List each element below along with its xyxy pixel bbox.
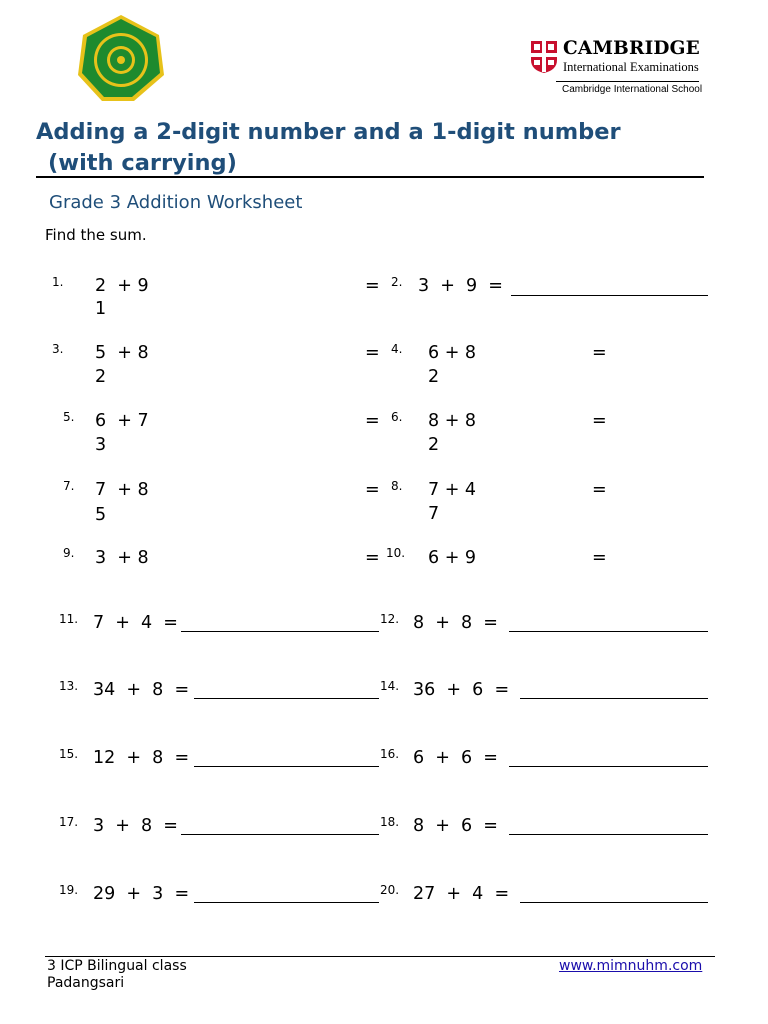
problem-15-number: 15.	[59, 747, 79, 761]
problem-10-equals: =	[592, 548, 607, 568]
page-title	[36, 117, 716, 179]
problem-6-carry: 2	[428, 435, 440, 455]
problem-17-number: 17.	[59, 815, 79, 829]
problem-9-number: 9.	[63, 546, 75, 560]
problem-18-number: 18.	[380, 815, 400, 829]
problem-7-equals: =	[365, 480, 380, 500]
problem-5-expression: 6 + 7	[95, 411, 149, 431]
cambridge-shield-icon	[530, 40, 558, 74]
problem-5-equals: =	[365, 411, 380, 431]
problem-6-number: 6.	[391, 410, 403, 424]
problem-14-expression: 36 + 6 =	[413, 680, 510, 700]
problem-4-number: 4.	[391, 342, 403, 356]
footer-location: Padangsari	[47, 975, 125, 991]
problem-19-answer-line[interactable]	[194, 902, 379, 903]
problem-15-answer-line[interactable]	[194, 766, 379, 767]
title-rule	[36, 176, 704, 178]
problem-17-expression: 3 + 8 =	[93, 816, 178, 836]
problem-12-number: 12.	[380, 612, 400, 626]
footer-rule	[45, 956, 715, 957]
problem-16-number: 16.	[380, 747, 400, 761]
problem-9-expression: 3 + 8	[95, 548, 149, 568]
problem-2-answer-line[interactable]	[511, 295, 708, 296]
footer-class-name: 3 ICP Bilingual class	[47, 958, 187, 974]
footer-website-link[interactable]: www.mimnuhm.com	[559, 958, 703, 974]
problem-4-equals: =	[592, 343, 607, 363]
problem-2-expression: 3 + 9 =	[418, 276, 503, 296]
problem-1-carry: 1	[95, 299, 107, 319]
problem-17-answer-line[interactable]	[181, 834, 379, 835]
problem-12-answer-line[interactable]	[509, 631, 708, 632]
instruction: Find the sum.	[45, 226, 147, 244]
problem-11-number: 11.	[59, 612, 79, 626]
problem-12-expression: 8 + 8 =	[413, 613, 498, 633]
problem-3-expression: 5 + 8	[95, 343, 149, 363]
problem-14-answer-line[interactable]	[520, 698, 708, 699]
problem-7-carry: 5	[95, 505, 107, 525]
problem-7-expression: 7 + 8	[95, 480, 149, 500]
problem-8-expression: 7 + 4	[428, 480, 477, 500]
problem-13-number: 13.	[59, 679, 79, 693]
cambridge-name: CAMBRIDGE	[563, 38, 700, 59]
title-line-2: (with carrying)	[48, 150, 237, 176]
problem-8-carry: 7	[428, 504, 440, 524]
problem-13-answer-line[interactable]	[194, 698, 379, 699]
problem-3-equals: =	[365, 343, 380, 363]
problem-4-carry: 2	[428, 367, 440, 387]
problem-16-answer-line[interactable]	[509, 766, 708, 767]
problem-5-carry: 3	[95, 435, 107, 455]
problem-6-expression: 8 + 8	[428, 411, 477, 431]
problem-20-expression: 27 + 4 =	[413, 884, 510, 904]
problem-8-equals: =	[592, 480, 607, 500]
problem-20-answer-line[interactable]	[520, 902, 708, 903]
cambridge-divider	[556, 81, 699, 82]
problem-9-equals: =	[365, 548, 380, 568]
problem-1-number: 1.	[52, 275, 64, 289]
problem-16-expression: 6 + 6 =	[413, 748, 498, 768]
cambridge-school: Cambridge International School	[562, 84, 703, 95]
problem-5-number: 5.	[63, 410, 75, 424]
problem-18-expression: 8 + 6 =	[413, 816, 498, 836]
problem-19-expression: 29 + 3 =	[93, 884, 190, 904]
problem-11-answer-line[interactable]	[181, 631, 379, 632]
problem-10-number: 10.	[386, 546, 406, 560]
school-logo	[74, 13, 168, 103]
problem-18-answer-line[interactable]	[509, 834, 708, 835]
problem-1-equals: =	[365, 276, 380, 296]
problem-15-expression: 12 + 8 =	[93, 748, 190, 768]
problem-11-expression: 7 + 4 =	[93, 613, 178, 633]
problem-2-number: 2.	[391, 275, 403, 289]
problem-7-number: 7.	[63, 479, 75, 493]
problem-1-expression: 2 + 9	[95, 276, 149, 296]
problem-4-expression: 6 + 8	[428, 343, 477, 363]
problem-19-number: 19.	[59, 883, 79, 897]
problem-3-number: 3.	[52, 342, 64, 356]
title-line-1: Adding a 2-digit number and a 1-digit number	[36, 119, 621, 145]
problem-13-expression: 34 + 8 =	[93, 680, 190, 700]
problem-10-expression: 6 + 9	[428, 548, 477, 568]
cambridge-subtitle: International Examinations	[563, 60, 699, 74]
cambridge-logo	[530, 38, 705, 98]
problem-14-number: 14.	[380, 679, 400, 693]
problem-6-equals: =	[592, 411, 607, 431]
problem-20-number: 20.	[380, 883, 400, 897]
problem-8-number: 8.	[391, 479, 403, 493]
worksheet-subtitle: Grade 3 Addition Worksheet	[49, 192, 303, 213]
problem-3-carry: 2	[95, 367, 107, 387]
